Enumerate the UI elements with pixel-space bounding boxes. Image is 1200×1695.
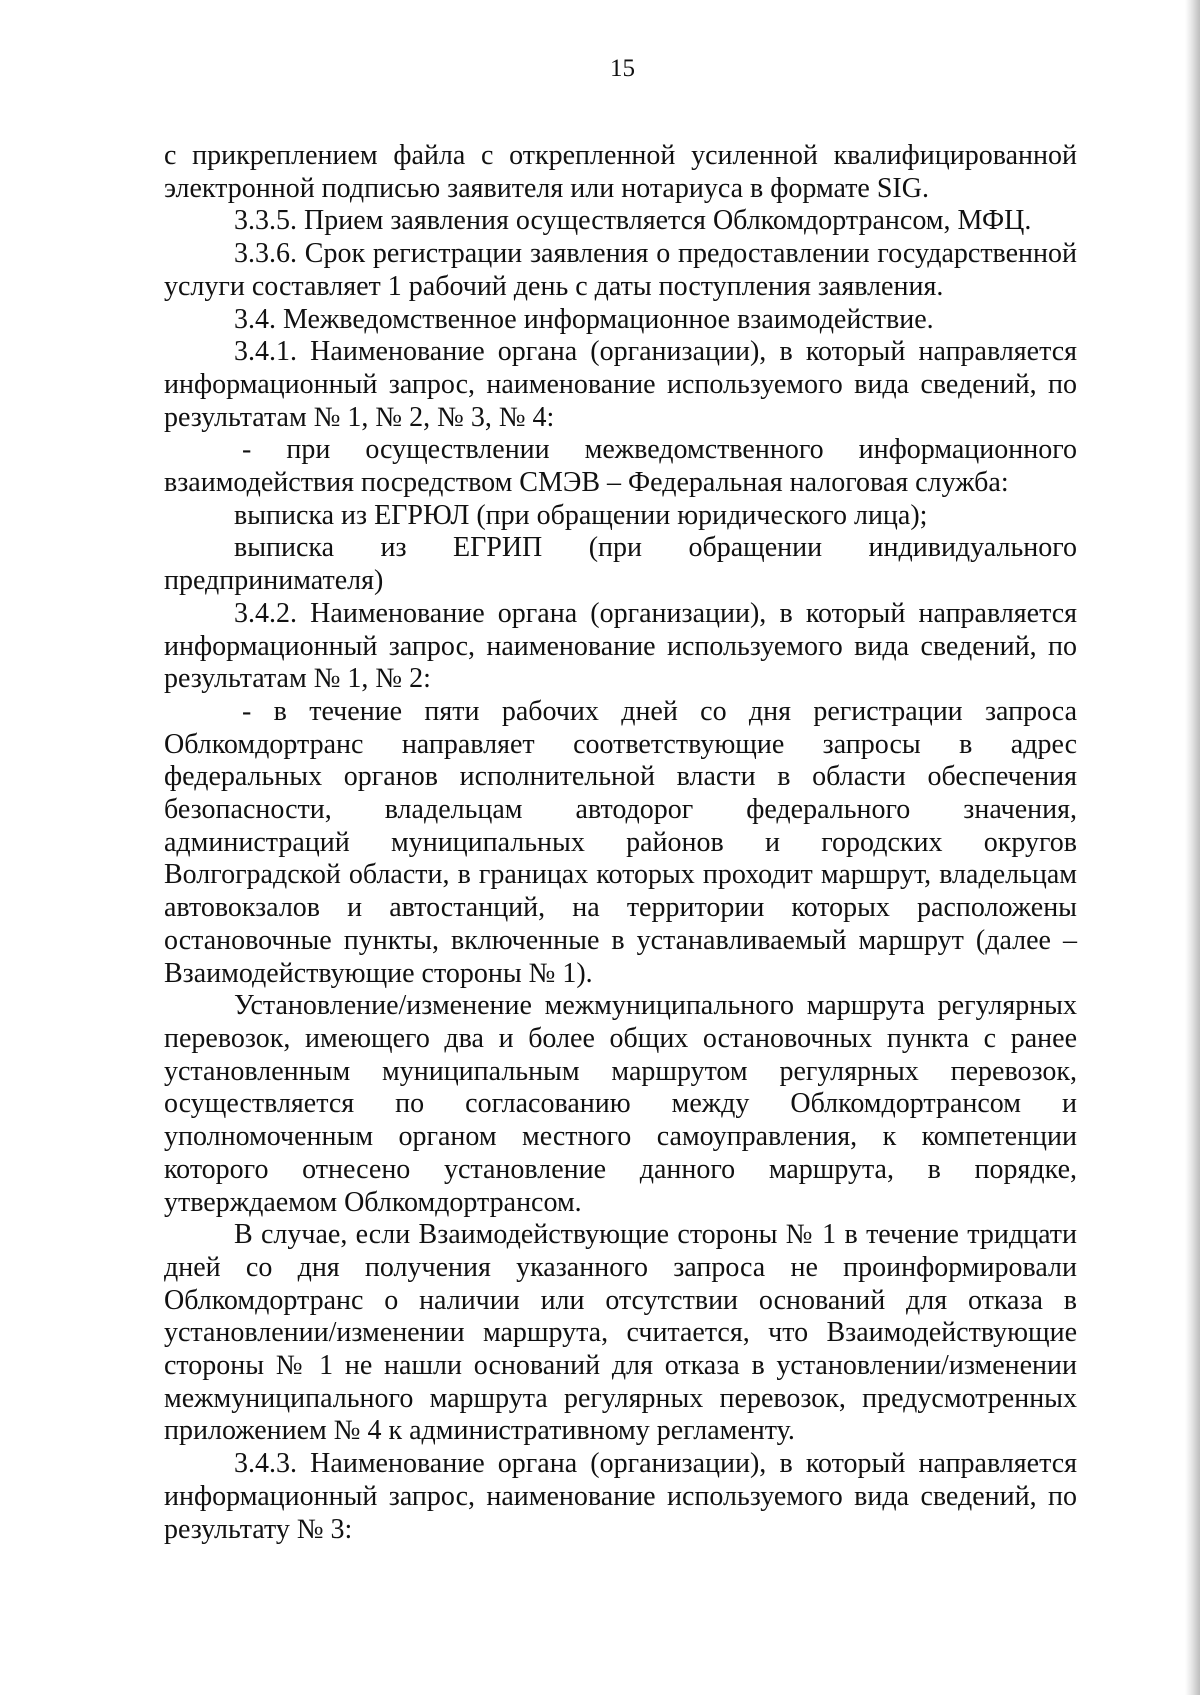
page-number: 15 (610, 55, 635, 82)
paragraph-smev-fns: - при осуществлении межведомственного информационного взаимодействия посредством СМЭВ – Федеральная налоговая служба: (164, 434, 1077, 499)
paragraph-egrip: выписка из ЕГРИП (при обращении индивидуального предпринимателя) (164, 532, 1077, 597)
paragraph-continuation: с прикреплением файла с открепленной усиленной квалифицированной электронной подписью заявителя или нотариуса в формате SIG. (164, 140, 1077, 204)
paragraph-3-3-6: 3.3.6. Срок регистрации заявления о предоставлении государственной услуги составляет 1 рабочий день с даты поступления заявления. (164, 238, 1077, 302)
paragraph-3-4-3: 3.4.3. Наименование органа (организации), в который направляется информационный запрос, наименование используемого вида сведений, по результату № 3: (164, 1448, 1077, 1545)
paragraph-requests: - в течение пяти рабочих дней со дня регистрации запроса Облкомдортранс направляет соответствующие запросы в адрес федеральных органов исполнительной власти в области обеспечения безопасности, владельцам автодорог федерального значения, администраций муниципальных районов и городских округов Волгоградской области, в границах которых проходит маршрут, владельцам автовокзалов и автостанций, на территории которых расположены остановочные пункты, включенные в устанавливаемый маршрут (далее – Взаимодействующие стороны № 1). (164, 695, 1077, 989)
document-body (164, 140, 1077, 1546)
paragraph-thirty-days: В случае, если Взаимодействующие стороны № 1 в течение тридцати дней со дня получения указанного запроса не проинформировали Облкомдортранс о наличии или отсутствии оснований для отказа в установлении/изменении маршрута, считается, что Взаимодействующие стороны № 1 не нашли оснований для отказа в установлении/изменении межмуниципального маршрута регулярных перевозок, предусмотренных приложением № 4 к административному регламенту. (164, 1219, 1077, 1447)
page-edge-shadow (1185, 0, 1200, 1695)
paragraph-egrul: выписка из ЕГРЮЛ (при обращении юридического лица); (234, 499, 928, 531)
paragraph-3-4-1: 3.4.1. Наименование органа (организации), в который направляется информационный запрос, наименование используемого вида сведений, по результатам № 1, № 2, № 3, № 4: (164, 336, 1077, 433)
paragraph-route-change: Установление/изменение межмуниципального маршрута регулярных перевозок, имеющего два и более общих остановочных пункта с ранее установленным муниципальным маршрутом регулярных перевозок, осуществляется по согласованию между Облкомдортрансом и уполномоченным органом местного самоуправления, к компетенции которого отнесено установление данного маршрута, в порядке, утверждаемом Облкомдортрансом. (164, 990, 1077, 1218)
paragraph-3-4-2: 3.4.2. Наименование органа (организации), в который направляется информационный запрос, наименование используемого вида сведений, по результатам № 1, № 2: (164, 597, 1077, 695)
paragraph-3-4: 3.4. Межведомственное информационное взаимодействие. (234, 303, 934, 335)
paragraph-3-3-5: 3.3.5. Прием заявления осуществляется Облкомдортрансом, МФЦ. (234, 205, 1032, 237)
